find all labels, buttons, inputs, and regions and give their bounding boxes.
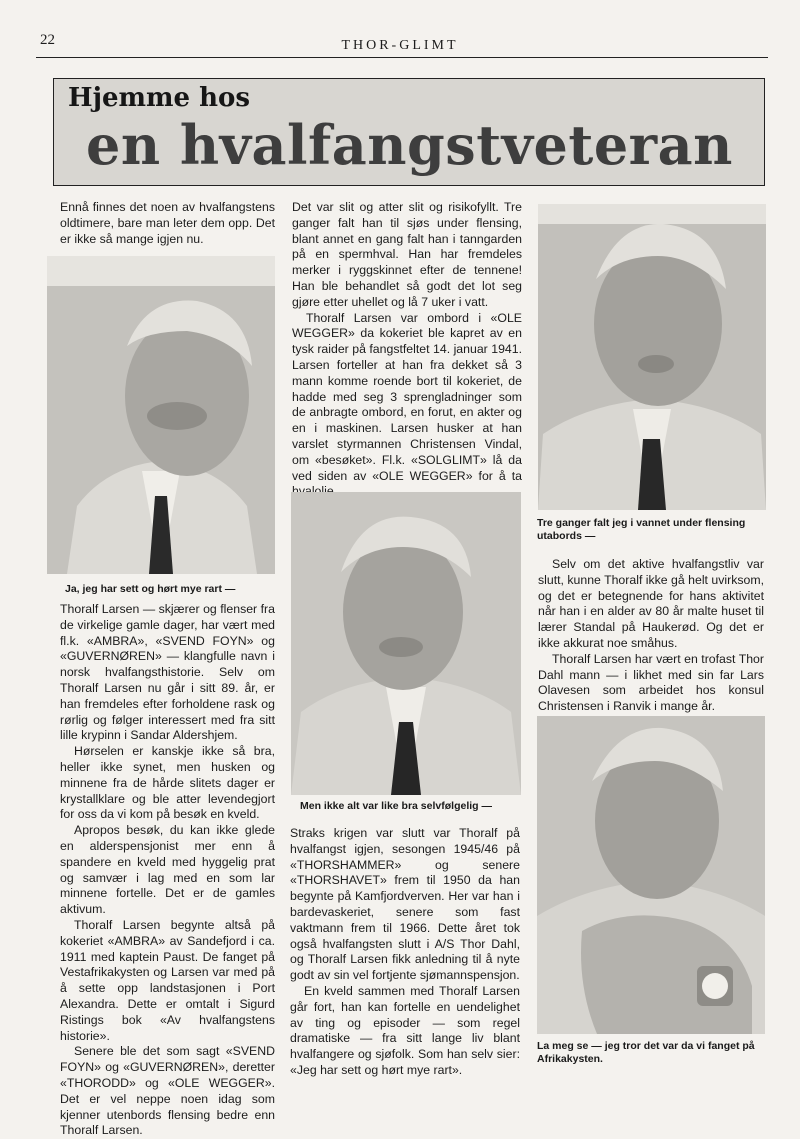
column-1-intro [60, 200, 275, 247]
portrait-image [291, 492, 521, 795]
intro-paragraph: Ennå finnes det noen av hvalfangstens oldtimere, bare man leter dem opp. Det er ikke så mange igjen nu. [60, 200, 275, 246]
title-line-1: Hjemme hos [68, 83, 251, 113]
column-1-body [60, 602, 275, 1139]
caption-photo-3: Tre ganger falt jeg i vannet under flensing utabords — [537, 517, 746, 542]
page-number: 22 [40, 32, 55, 48]
paragraph: Hørselen er kanskje ikke så bra, heller ikke synet, men husken og minnene fra de hårde slitets dager er krystallklare og ble atter levendegjort for oss da vi kom på besøk en kveld. [60, 744, 275, 822]
paragraph: Apropos besøk, du kan ikke glede en alderspensjonist mer enn å spandere en kveld med hyggelig prat og samvær i lag med en som lar minnene fortelle. Det er de gamles aktivum. [60, 823, 275, 917]
caption-photo-1: Ja, jeg har sett og hørt mye rart — [65, 583, 236, 595]
paragraph: Thoralf Larsen begynte altså på kokeriet «AMBRA» av Sandefjord i ca. 1911 med kaptein Paust. De fanget på Vestafrikakysten og Larsen var med på å sette opp landstasjonen i Port Alexandra. Dette er omtalt i Sigurd Ristings bok «Av hvalfangstens historie». [60, 917, 275, 1043]
paragraph: Senere ble det som sagt «SVEND FOYN» og «GUVERNØREN», deretter «THORODD» og «OLE WEGGER». Det er vel neppe noen idag som kjenner utenbords flensing bedre enn Thoralf Larsen. [60, 1044, 275, 1138]
paragraph: Thoralf Larsen har vært en trofast Thor Dahl mann — i likhet med sin far Lars Olavesen som arbeidet hos konsul Christensen i Ranvik i mange år. [538, 651, 764, 714]
paragraph: Straks krigen var slutt var Thoralf på hvalfangst igjen, sesongen 1945/46 på «THORSHAMMER» og senere «THORSHAVET» frem til 1950 da han begynte på Kamfjordverven. Her var han i bardevaskeriet, senere som fast vaktmann frem til 1966. Dette året tok også hvalfangsten slutt i A/S Thor Dahl, og Thoralf Larsen fikk anledning til å nyte godt av sin vel fortjente sjømannspensjon. [290, 826, 520, 983]
column-2-bottom [290, 826, 520, 1079]
paragraph: Det var slit og atter slit og risikofyllt. Tre ganger falt han til sjøs under flensing, blant annet en gang falt han i tanngarden på en spermhval. Han har fremdeles merker i ryggskinnet efter de tennene! Han ble behandlet så godt det lot seg gjøre etter uhellet og lå 7 uker i vatt. [292, 200, 522, 309]
photo-portrait-4 [537, 716, 765, 1034]
magazine-title: THOR-GLIMT [341, 38, 459, 53]
photo-portrait-1 [47, 256, 275, 574]
photo-portrait-2 [291, 492, 521, 795]
photo-portrait-3 [538, 204, 766, 510]
paragraph: Thoralf Larsen var ombord i «OLE WEGGER» da kokeriet ble kapret av en tysk raider på fangstfeltet 14. januar 1941. Larsen forteller at han fra dekket så 3 mann komme roende bort til kokeriet, de hadde med seg 3 sprengladninger som de anbragte ombord, en forut, en akter og en i maskinen. Larsen husker at han varslet styrmannen Christensen Vindal, om «besøket». Fl.k. «SOLGLIMT» lå da ved siden av «OLE WEGGER» for å ta [292, 310, 522, 483]
title-box [53, 78, 765, 186]
title-line-2: en hvalfangstveteran [86, 113, 733, 177]
paragraph: Selv om det aktive hvalfangstliv var slutt, kunne Thoralf ikke gå helt uvirksom, og det er betegnende for hans aktivitet når han i en alder av 80 år malte huset til lærer Standal på Haukerød. Og det er ikke akkurat noe småhus. [538, 557, 765, 650]
paragraph: En kveld sammen med Thoralf Larsen går fort, han kan fortelle en uendelighet av ting og episoder — som regel dramatiske — fra sitt lange liv blant hvalfangere og sjøfolk. Som han selv sier: «Jeg har sett og hørt mye rart». [290, 983, 520, 1077]
caption-photo-2: Men ikke alt var like bra selvfølgelig — [300, 800, 492, 812]
column-3-body [538, 557, 764, 715]
caption-photo-4: La meg se — jeg tror det var da vi fanget på Afrikakysten. [537, 1040, 755, 1065]
portrait-image [47, 256, 275, 574]
paragraph: Thoralf Larsen — skjærer og flenser fra de virkelige gamle dager, har vært med fl.k. «AMBRA», «SVEND FOYN» og «GUVERNØREN» — klangfulle navn i norsk hvalfangsthistorie. Selv om Thoralf Larsen nu går i sitt 89. år, er han fremdeles efter forholdene rask og rørlig og følger interessert med fra sitt lille krypinn i Sandar Aldershjem. [60, 602, 275, 743]
portrait-image [538, 204, 766, 510]
portrait-image [537, 716, 765, 1034]
header-rule [36, 57, 768, 58]
column-2-top [292, 200, 522, 500]
